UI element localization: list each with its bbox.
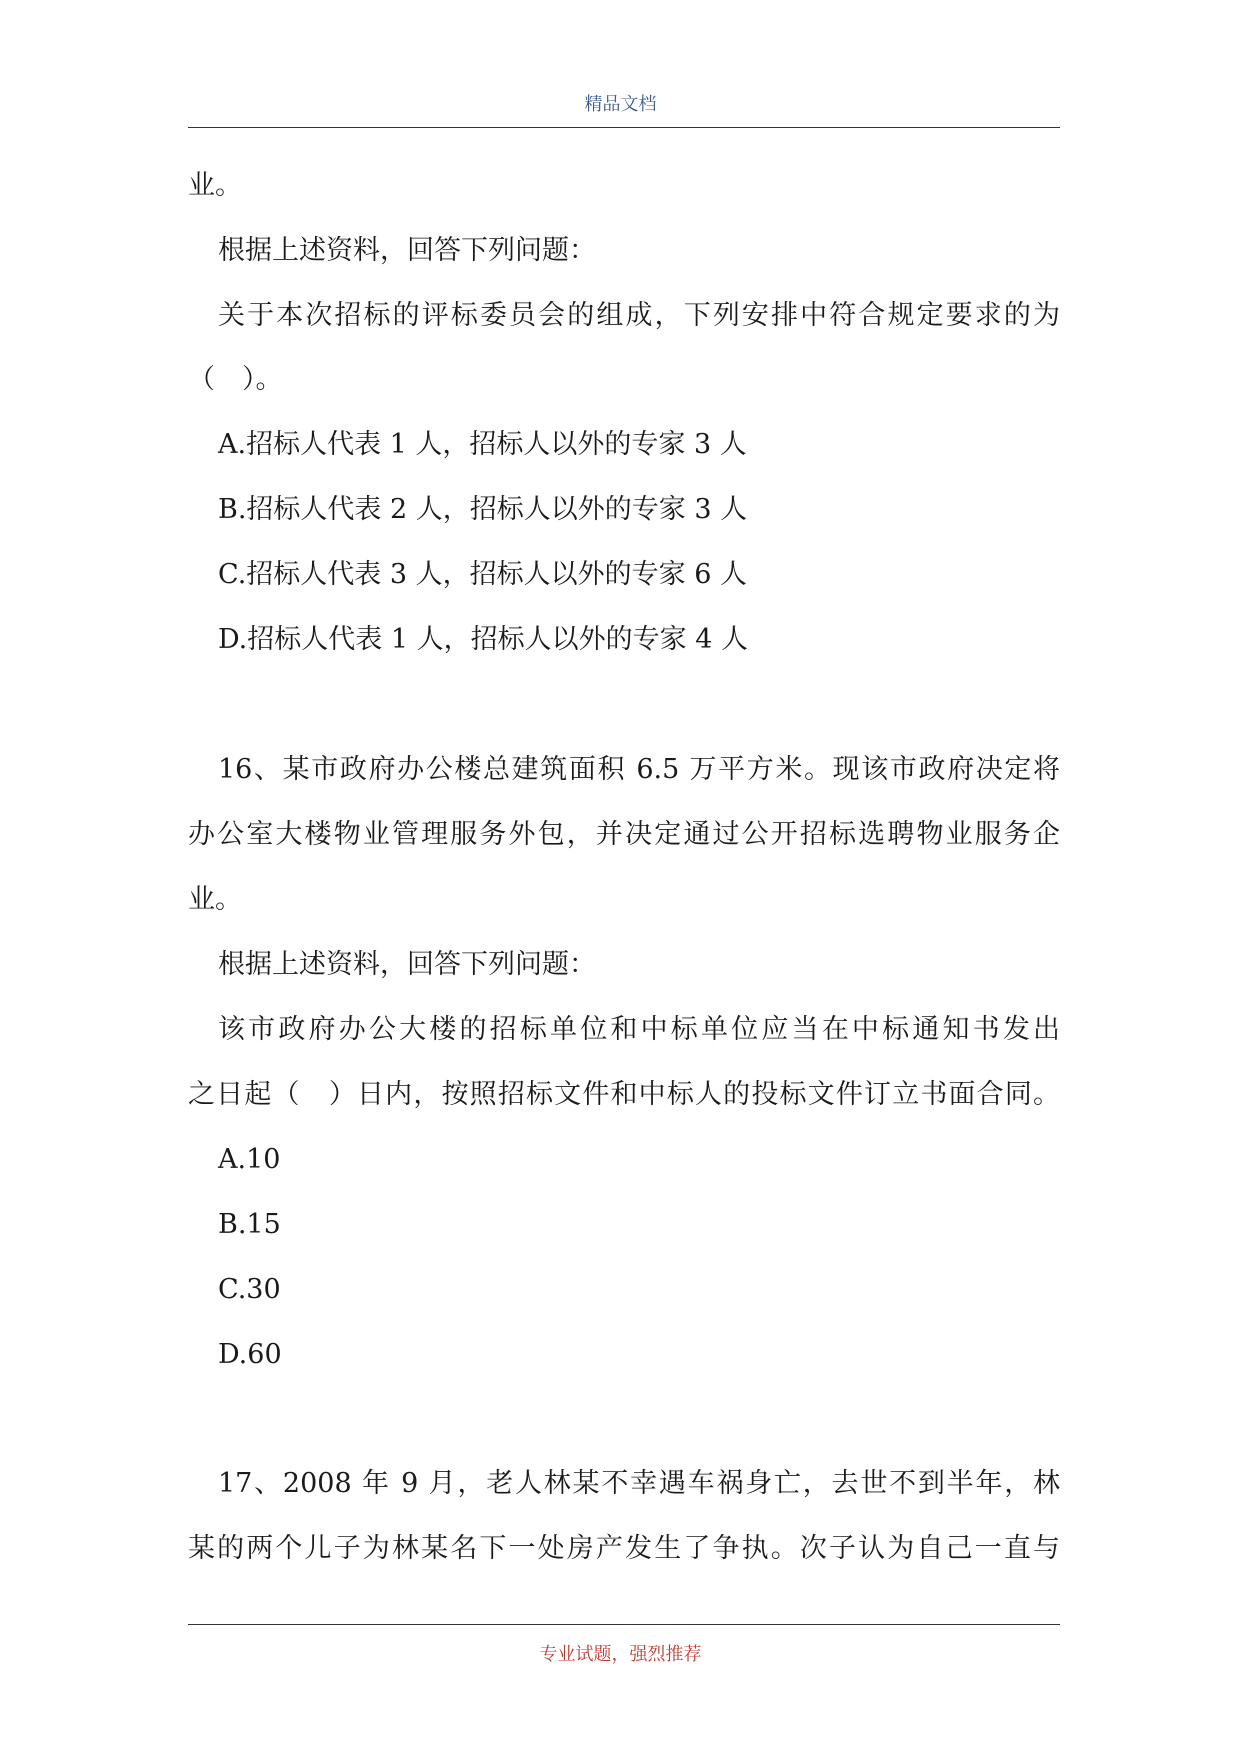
question-17-stem: 17、2008 年 9 月，老人林某不幸遇车祸身亡，去世不到半年，林 bbox=[218, 1468, 1060, 1499]
question-16-stem: 16、某市政府办公楼总建筑面积 6.5 万平方米。现该市政府决定将 bbox=[218, 754, 1060, 785]
text-line: 根据上述资料，回答下列问题： bbox=[218, 949, 596, 980]
option-d: D.招标人代表 1 人，招标人以外的专家 4 人 bbox=[218, 624, 748, 655]
text-line: 业。 bbox=[188, 884, 242, 915]
text-line: 办公室大楼物业管理服务外包，并决定通过公开招标选聘物业服务企 bbox=[188, 819, 1060, 850]
text-line: 某的两个儿子为林某名下一处房产发生了争执。次子认为自己一直与 bbox=[188, 1533, 1060, 1564]
option-c: C.30 bbox=[218, 1274, 281, 1305]
option-c: C.招标人代表 3 人，招标人以外的专家 6 人 bbox=[218, 559, 747, 590]
option-b: B.15 bbox=[218, 1209, 281, 1240]
option-a: A.招标人代表 1 人，招标人以外的专家 3 人 bbox=[218, 429, 747, 460]
text-line: 业。 bbox=[188, 170, 242, 201]
header-divider bbox=[188, 127, 1060, 128]
page-footer: 专业试题，强烈推荐 bbox=[539, 1644, 702, 1665]
text-line: 根据上述资料，回答下列问题： bbox=[218, 235, 596, 266]
page-header: 精品文档 bbox=[584, 94, 657, 115]
text-line: （ ）。 bbox=[188, 364, 283, 395]
option-d: D.60 bbox=[218, 1339, 282, 1370]
option-a: A.10 bbox=[218, 1144, 281, 1175]
question-stem: 关于本次招标的评标委员会的组成，下列安排中符合规定要求的为 bbox=[218, 300, 1060, 331]
question-stem: 该市政府办公大楼的招标单位和中标单位应当在中标通知书发出 bbox=[218, 1014, 1060, 1045]
footer-divider bbox=[188, 1624, 1060, 1625]
option-b: B.招标人代表 2 人，招标人以外的专家 3 人 bbox=[218, 494, 748, 525]
text-line: 之日起（ ）日内，按照招标文件和中标人的投标文件订立书面合同。 bbox=[188, 1079, 1060, 1110]
